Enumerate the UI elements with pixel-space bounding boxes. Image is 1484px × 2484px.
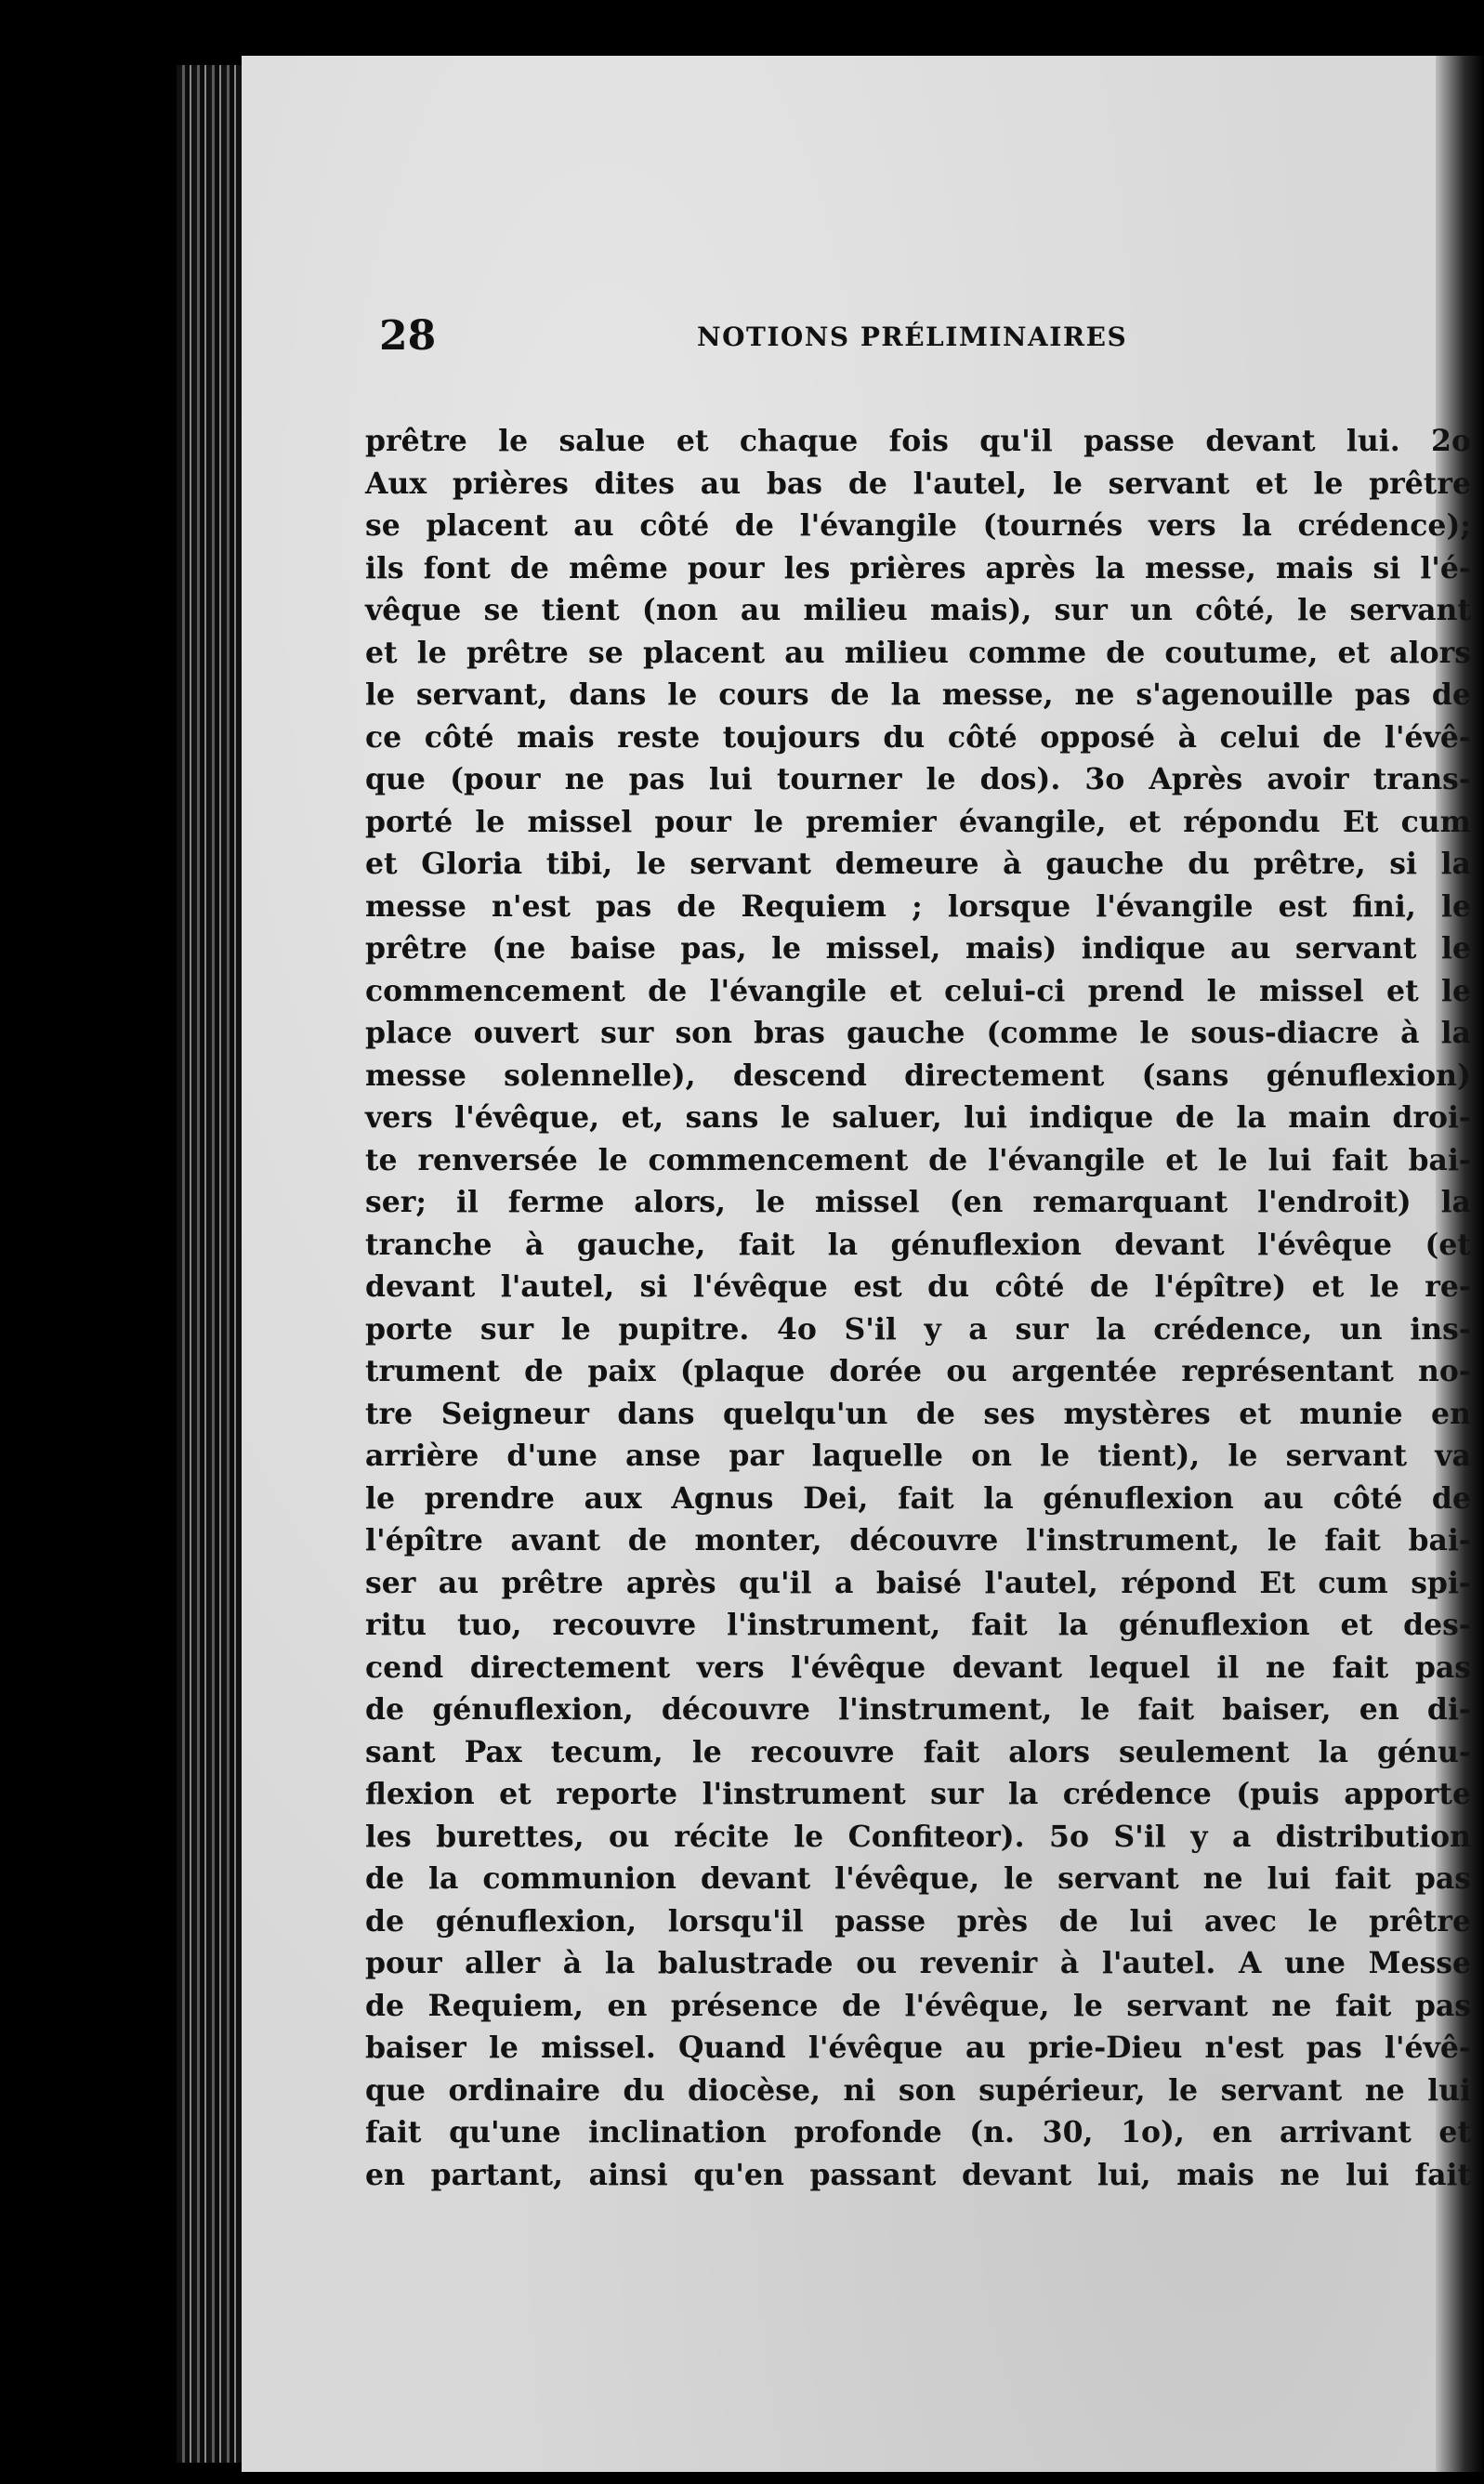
text-line: en partant, ainsi qu'en passant devant lui, mais ne lui fait	[365, 2157, 1471, 2192]
text-line: les burettes, ou récite le Confiteor). 5o S'il y a distribution	[365, 1819, 1471, 1854]
page-number: 28	[379, 312, 437, 360]
text-line: flexion et reporte l'instrument sur la crédence (puis apporte	[365, 1777, 1471, 1811]
text-line: devant l'autel, si l'évêque est du côté de l'épître) et le re-	[365, 1269, 1471, 1304]
text-line: arrière d'une anse par laquelle on le tient), le servant va	[365, 1439, 1471, 1473]
text-line: et Gloria tibi, le servant demeure à gauche du prêtre, si la	[365, 847, 1471, 881]
text-line: de génuflexion, découvre l'instrument, le fait baiser, en di-	[365, 1692, 1471, 1727]
text-line: vêque se tient (non au milieu mais), sur un côté, le servant	[365, 593, 1471, 627]
text-line: baiser le missel. Quand l'évêque au prie-Dieu n'est pas l'évê-	[365, 2031, 1471, 2065]
text-line: et le prêtre se placent au milieu comme de coutume, et alors	[365, 635, 1471, 670]
text-line: que ordinaire du diocèse, ni son supérieur, le servant ne lui	[365, 2072, 1471, 2108]
text-line: messe n'est pas de Requiem ; lorsque l'évangile est fini, le	[365, 888, 1471, 924]
text-line: se placent au côté de l'évangile (tournés vers la crédence);	[365, 508, 1471, 543]
page-header	[372, 312, 1403, 368]
text-line: trument de paix (plaque dorée ou argentée représentant no-	[365, 1354, 1471, 1388]
text-line: l'épître avant de monter, découvre l'instrument, le fait bai-	[365, 1523, 1471, 1557]
text-line: de génuflexion, lorsqu'il passe près de lui avec le prêtre	[365, 1903, 1471, 1939]
text-line: le servant, dans le cours de la messe, ne s'agenouille pas de	[365, 677, 1471, 712]
text-line: cend directement vers l'évêque devant lequel il ne fait pas	[365, 1649, 1471, 1685]
text-line: porte sur le pupitre. 4o S'il y a sur la crédence, un ins-	[365, 1311, 1471, 1347]
text-line: prêtre (ne baise pas, le missel, mais) indique au servant le	[365, 931, 1471, 966]
running-head: NOTIONS PRÉLIMINAIRES	[697, 322, 1128, 352]
text-line: ils font de même pour les prières après la messe, mais si l'é-	[365, 550, 1471, 585]
text-line: pour aller à la balustrade ou revenir à l'autel. A une Messe	[365, 1946, 1471, 1980]
text-line: Aux prières dites au bas de l'autel, le servant et le prêtre	[365, 466, 1471, 501]
text-line: que (pour ne pas lui tourner le dos). 3o Après avoir trans-	[365, 762, 1471, 796]
text-line: fait qu'une inclination profonde (n. 30, 1o), en arrivant et	[365, 2115, 1471, 2149]
text-line: porté le missel pour le premier évangile, et répondu Et cum	[365, 804, 1471, 839]
text-line: ser; il ferme alors, le missel (en remarquant l'endroit) la	[365, 1185, 1471, 1219]
text-line: messe solennelle), descend directement (sans génuflexion)	[365, 1058, 1471, 1093]
text-line: tre Seigneur dans quelqu'un de ses mystères et munie en	[365, 1396, 1471, 1431]
text-line: sant Pax tecum, le recouvre fait alors seulement la génu-	[365, 1734, 1471, 1769]
text-line: prêtre le salue et chaque fois qu'il passe devant lui. 2o	[365, 424, 1471, 458]
text-line: vers l'évêque, et, sans le saluer, lui indique de la main droi-	[365, 1100, 1471, 1135]
text-line: place ouvert sur son bras gauche (comme le sous-diacre à la	[365, 1016, 1471, 1050]
text-line: ritu tuo, recouvre l'instrument, fait la génuflexion et des-	[365, 1608, 1471, 1642]
book-spine-edge	[177, 65, 251, 2463]
text-line: tranche à gauche, fait la génuflexion devant l'évêque (et	[365, 1227, 1471, 1262]
text-line: de la communion devant l'évêque, le servant ne lui fait pas	[365, 1861, 1471, 1896]
text-line: de Requiem, en présence de l'évêque, le servant ne fait pas	[365, 1988, 1471, 2023]
text-line: ce côté mais reste toujours du côté opposé à celui de l'évê-	[365, 719, 1471, 755]
text-line: te renversée le commencement de l'évangile et le lui fait bai-	[365, 1142, 1471, 1177]
body-text	[365, 420, 1471, 2196]
text-line: le prendre aux Agnus Dei, fait la génuflexion au côté de	[365, 1480, 1471, 1516]
text-line: ser au prêtre après qu'il a baisé l'autel, répond Et cum spi-	[365, 1565, 1471, 1600]
text-line: commencement de l'évangile et celui-ci prend le missel et le	[365, 973, 1471, 1008]
